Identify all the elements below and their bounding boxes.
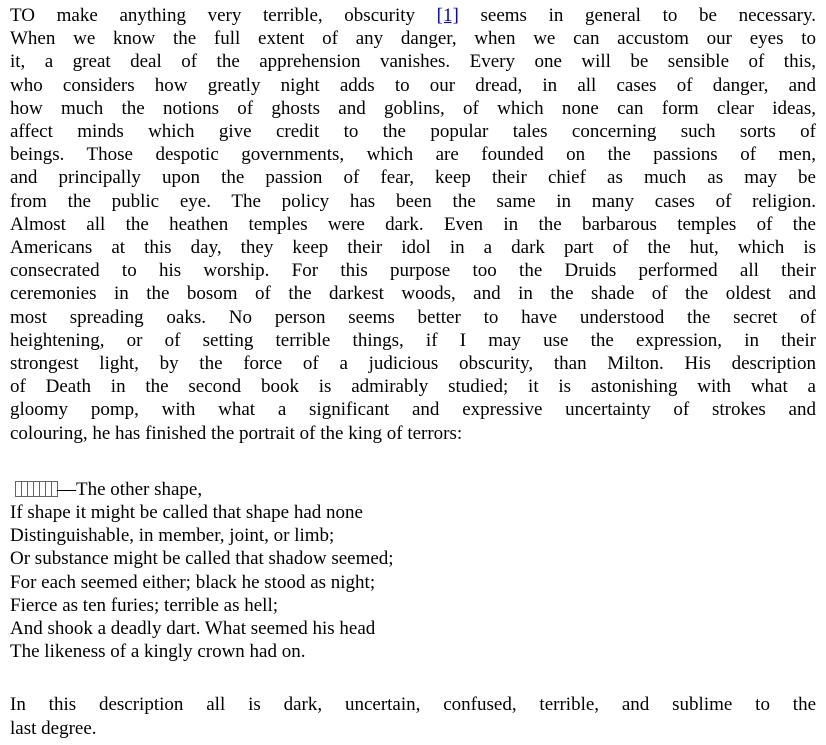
text-line xyxy=(10,4,816,27)
text-line: heightening, or of setting terrible things, if I may use the expression, in their xyxy=(10,329,816,351)
paragraph-obscurity xyxy=(10,4,816,445)
verse-line: Or substance might be called that shadow seemed; xyxy=(10,548,394,570)
text-line: colouring, he has finished the portrait of the king of terrors: xyxy=(10,422,463,444)
text-line: beings. Those despotic governments, which are founded on the passions of men, xyxy=(10,144,816,166)
text-line: how much the notions of ghosts and goblins, of which none can form clear ideas, xyxy=(10,97,816,119)
paragraph-conclusion xyxy=(10,693,816,739)
text-line: strongest light, by the force of a judicious obscurity, than Milton. His description xyxy=(10,353,816,375)
text-line: ceremonies in the bosom of the darkest woods, and in the shade of the oldest and xyxy=(10,283,816,305)
text-line: Almost all the heathen temples were dark. Even in the barbarous temples of the xyxy=(10,213,816,235)
text-line: affect minds which give credit to the popular tales concerning such sorts of xyxy=(10,121,816,143)
verse-line: Fierce as ten furies; terrible as hell; xyxy=(10,594,279,616)
text-line: most spreading oaks. No person seems better to have understood the secret of xyxy=(10,306,816,328)
footnote-1-link[interactable]: [1] xyxy=(436,5,459,26)
verse-quote xyxy=(10,478,816,664)
text-line: from the public eye. The policy has been the same in many cases of religion. xyxy=(10,190,816,212)
line1-after-link: seems in general to be necessary. xyxy=(458,5,816,26)
verse-line: If shape it might be called that shape had none xyxy=(10,502,363,524)
text-line: of Death in the second book is admirably studied; it is astonishing with what a xyxy=(10,376,816,398)
text-line: gloomy pomp, with what a significant and expressive uncertainty of strokes and xyxy=(10,399,816,421)
text-line: who considers how greatly night adds to our dread, in all cases of danger, and xyxy=(10,74,816,96)
text-line: and principally upon the passion of fear, keep their chief as much as may be xyxy=(10,167,816,189)
text-line: last degree. xyxy=(10,717,97,739)
line1-before-link: TO make anything very terrible, obscurity xyxy=(10,5,437,26)
verse-line: The likeness of a kingly crown had on. xyxy=(10,641,306,663)
missing-glyph-boxes-icon xyxy=(15,481,57,497)
verse-line: For each seemed either; black he stood as night; xyxy=(10,571,376,593)
text-line: consecrated to his worship. For this purpose too the Druids performed all their xyxy=(10,260,816,282)
verse-line-text: —The other shape, xyxy=(57,478,203,500)
verse-line xyxy=(10,478,816,501)
text-line: In this description all is dark, uncertain, confused, terrible, and sublime to the xyxy=(10,694,816,716)
text-line: When we know the full extent of any danger, when we can accustom our eyes to xyxy=(10,28,816,50)
verse-line: And shook a deadly dart. What seemed his head xyxy=(10,618,376,640)
verse-line: Distinguishable, in member, joint, or limb; xyxy=(10,525,335,547)
text-line: Americans at this day, they keep their idol in a dark part of the hut, which is xyxy=(10,237,816,259)
text-line: it, a great deal of the apprehension vanishes. Every one will be sensible of this, xyxy=(10,51,816,73)
